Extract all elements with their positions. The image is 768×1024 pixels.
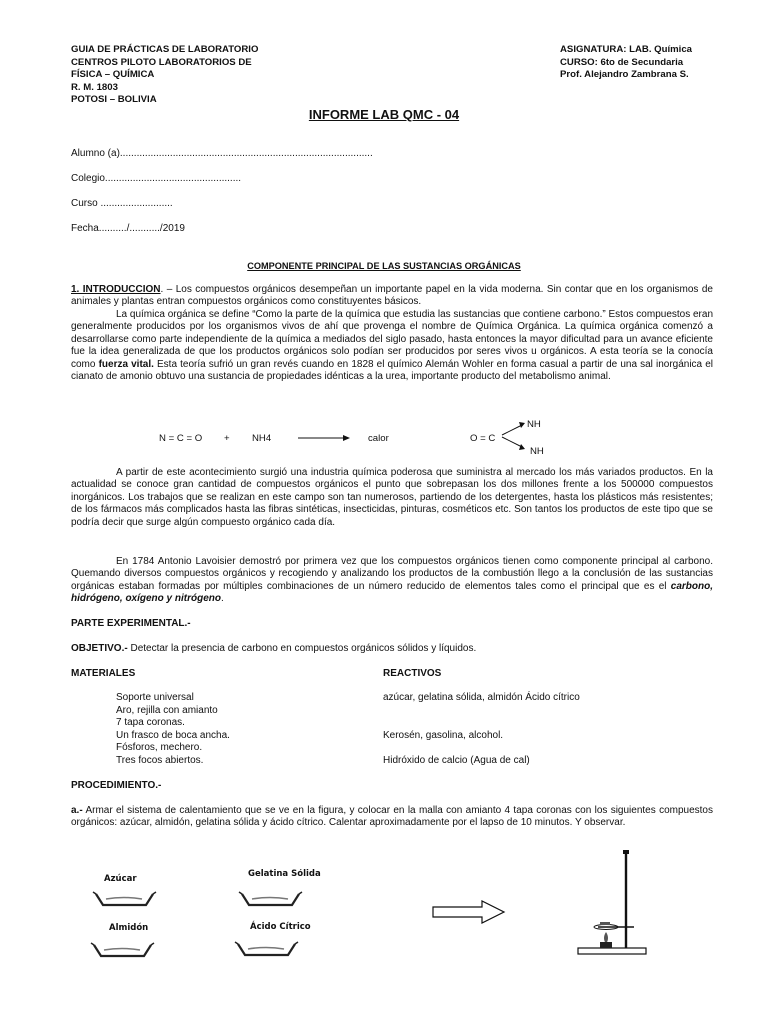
bottle-cap-icon [90, 888, 158, 908]
procedimiento-step-a [71, 805, 713, 830]
label-acido-citrico: Ácido Cítrico [250, 922, 311, 932]
intro-paragraph-1 [71, 284, 713, 309]
reactivos-heading: REACTIVOS [383, 668, 442, 679]
alumno-field: Alumno (a)........................................................................................... [71, 148, 373, 159]
bottle-cap-icon [232, 938, 300, 958]
paragraph-lavoisier [71, 556, 713, 606]
objetivo-line [71, 643, 476, 654]
header-left-line: POTOSI – BOLIVIA [71, 94, 157, 106]
reactivo-item: azúcar, gelatina sólida, almidón Ácido cítrico [383, 692, 580, 703]
nh-top: NH [527, 419, 541, 430]
header-right [560, 44, 692, 82]
label-gelatina-clip [248, 869, 321, 877]
plus-sign: + [224, 433, 230, 444]
curso-field: Curso .......................... [71, 198, 173, 209]
lavoisier-text: . [221, 593, 224, 605]
reactivo-item: Hidróxido de calcio (Agua de cal) [383, 755, 530, 766]
list-item: Soporte universal [116, 692, 194, 703]
reaction-arrow-icon [296, 432, 352, 444]
reactivo-item: Kerosén, gasolina, alcohol. [383, 730, 504, 741]
header-left-line: GUIA DE PRÁCTICAS DE LABORATORIO [71, 44, 259, 55]
label-azucar: Azúcar [104, 874, 137, 884]
header-right-line: CURSO: 6to de Secundaria [560, 56, 684, 68]
intro-heading: 1. INTRODUCCION [71, 284, 161, 295]
materiales-heading: MATERIALES [71, 668, 136, 679]
list-item: Aro, rejilla con amianto [116, 704, 218, 716]
label-almidon: Almidón [109, 923, 149, 933]
reactant-1: N = C = O [159, 433, 203, 444]
reaction-condition: calor [368, 433, 389, 444]
intro-paragraph-2 [71, 309, 713, 383]
list-item: Fósforos, mechero. [116, 742, 203, 753]
intro-text: . – Los compuestos orgánicos desempeñan un importante papel en la vida moderna. Sin contar que en los organismos de animales y plantas entran compuestos orgánicos como constituyentes básicos. [71, 284, 713, 308]
intro-text: La química orgánica se define “Como la parte de la química que estudia las sustancias que contiene carbono.” Estos compuestos eran generalmente producidos por los organismos vivos de ahí que provenga el nombre de Química Orgánica. La química orgánica comenzó a desarrollarse como parte independiente de la química a mediados del siglo pasado, hasta entonces la mayor dificultad para un avance eficiente fue la idea generalizada de que los productos orgánicos solo podían ser producidos por seres vivos u orgánicos. A esta teoría se la conocía como [71, 309, 714, 370]
colegio-field: Colegio................................................. [71, 173, 242, 184]
reactant-2: NH4 [252, 433, 272, 444]
header-right-line: Prof. Alejandro Zambrana S. [560, 69, 689, 81]
paragraph-industry: A partir de este acontecimiento surgió una industria química poderosa que suministra al mercado los más variados productos. En la actualidad se conoce gran cantidad de compuestos orgánicos el punto que sobrepasan los dos millones frente a los 500000 compuestos inorgánicos. Los trabajos que se realizan en este campo son tan numerosos, partiendo de los detergentes, hasta los plásticos más resistentes; de los fármacos más complicados hasta las fibras sintéticas, insecticidas, pinturas, cosméticos etc. Son tantos los productos de este tipo que se podría decir que surge algún compuesto orgánico cada día. [71, 467, 713, 528]
bond-lines-icon [500, 418, 528, 454]
header-right-line: ASIGNATURA: LAB. Química [560, 44, 693, 55]
parte-experimental-heading: PARTE EXPERIMENTAL.- [71, 618, 191, 629]
materiales-list [116, 692, 230, 767]
header-left [71, 44, 258, 107]
header-left-line: FÍSICA – QUÍMICA [71, 69, 155, 81]
big-arrow-icon [430, 898, 508, 926]
fuerza-vital-term: fuerza vital. [98, 358, 154, 370]
step-label: a.- [71, 805, 83, 816]
objetivo-text: Detectar la presencia de carbono en compuestos orgánicos sólidos y líquidos. [127, 643, 477, 654]
fecha-field: Fecha........../.........../2019 [71, 223, 185, 234]
step-text: Armar el sistema de calentamiento que se ve en la figura, y colocar en la malla con amianto 4 tapa coronas con los siguientes compuestos orgánicos: azúcar, almidón, gelatina sólida y ácido cítrico. Calentar aproximadamente por el lapso de 10 minutos. Y observar. [71, 805, 713, 829]
header-left-line: R. M. 1803 [71, 81, 118, 93]
intro-text: Esta teoría sufrió un gran revés cuando en 1828 el químico Alemán Wohler en forma casual a partir de una sal inorgánica el cianato de amonio obtuvo una sustancia de propiedades idénticas a la urea, importante producto del metabolismo animal. [71, 358, 713, 383]
lavoisier-text: En 1784 Antonio Lavoisier demostró por primera vez que los compuestos orgánicos tienen como componente principal al carbono. Quemando diversos compuestos orgánicos y recogiendo y analizando los productos de la combustión llego a la conclusión de las sustancias orgánicas estaban formadas por múltiples combinaciones de un número reducido de elementos tales como el principal que es el [71, 556, 713, 592]
list-item: Un frasco de boca ancha. [116, 729, 230, 741]
nh-bottom: NH [530, 446, 544, 457]
bottle-cap-icon [88, 939, 156, 959]
label-gelatina: Gelatina Sólida [248, 869, 321, 877]
objetivo-label: OBJETIVO.- [71, 643, 128, 654]
header-left-line: CENTROS PILOTO LABORATORIOS DE [71, 56, 252, 68]
heating-stand-icon [570, 848, 660, 960]
report-title: INFORME LAB QMC - 04 [308, 107, 460, 122]
bottle-cap-icon [236, 888, 304, 908]
procedimiento-heading: PROCEDIMIENTO.- [71, 780, 162, 791]
product: O = C [470, 433, 496, 444]
elements-list: carbono, hidrógeno, oxígeno y nitrógeno [71, 580, 713, 605]
list-item: Tres focos abiertos. [116, 754, 204, 766]
list-item: 7 tapa coronas. [116, 717, 185, 728]
section-subtitle: COMPONENTE PRINCIPAL DE LAS SUSTANCIAS ORGÁNICAS [247, 261, 521, 271]
